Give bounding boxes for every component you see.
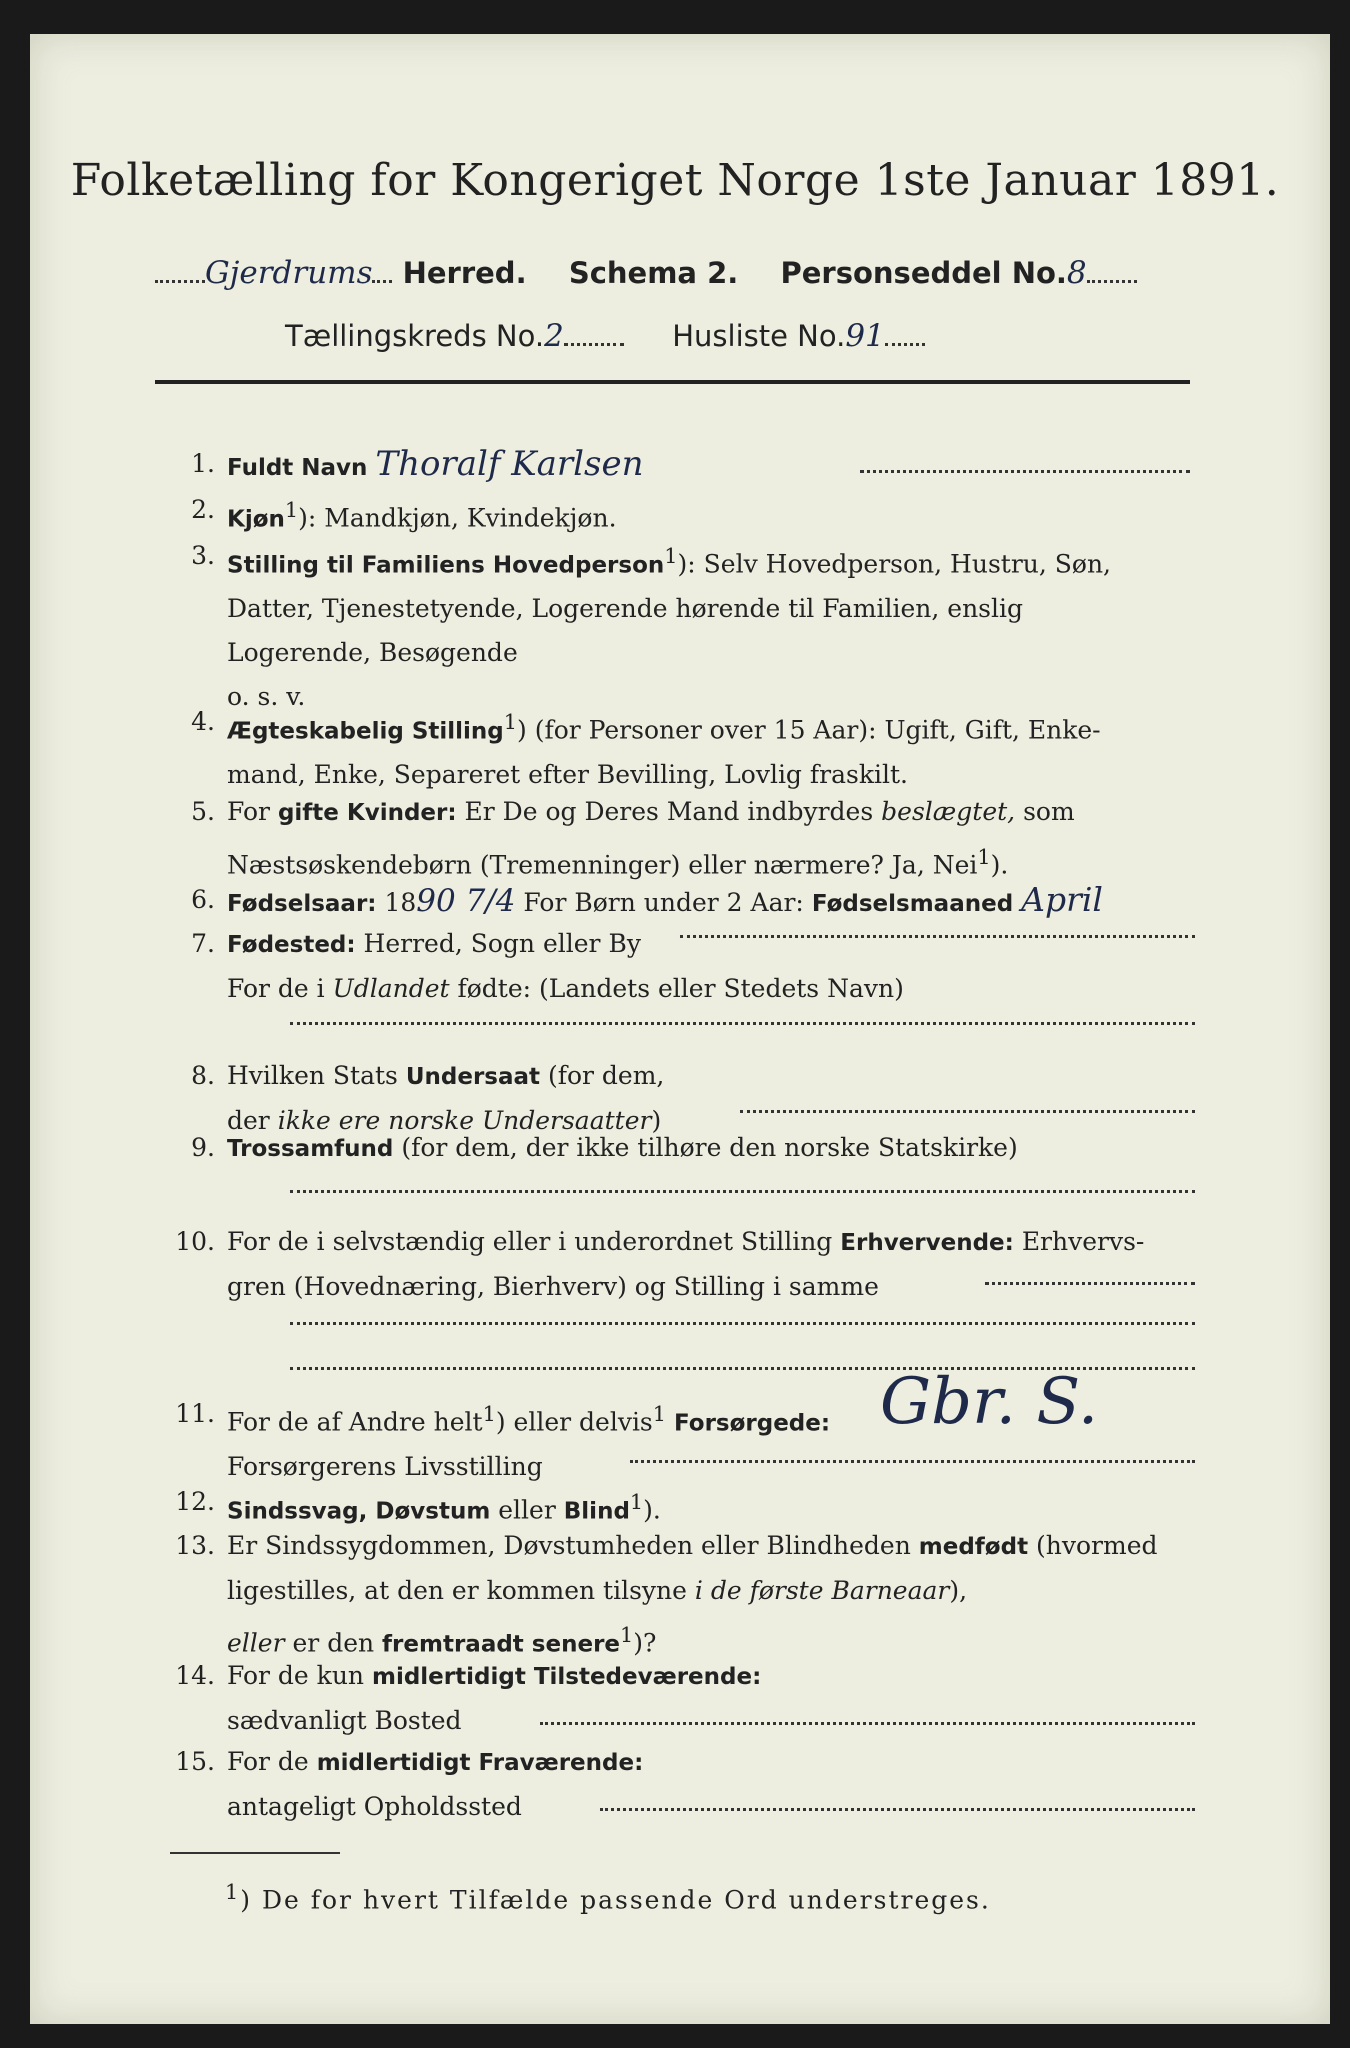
question-number: 15. bbox=[175, 1747, 215, 1776]
footnote-ref: 1 bbox=[284, 498, 299, 522]
question-text: (for dem, bbox=[547, 1061, 665, 1090]
question-text: Erhvervs- bbox=[1021, 1227, 1145, 1256]
question-text: 18 bbox=[384, 888, 417, 917]
dotted-fill-line bbox=[860, 470, 1190, 473]
question-text: (hvormed bbox=[1036, 1531, 1158, 1560]
husliste-number: 91 bbox=[845, 318, 885, 354]
dotted-fill-line bbox=[740, 1110, 1195, 1113]
footnote-ref: 1 bbox=[629, 1490, 644, 1514]
question-number: 9. bbox=[191, 1133, 215, 1162]
question-text: ): Mandkjøn, Kvindekjøn. bbox=[298, 503, 617, 533]
dotted-fill-line bbox=[680, 935, 1195, 938]
personseddel-label: Personseddel No. bbox=[780, 256, 1067, 290]
question-text: eller bbox=[227, 1628, 285, 1658]
question-text: ), bbox=[949, 1576, 968, 1605]
dotted-fill-line bbox=[600, 1808, 1195, 1811]
question-text: For bbox=[227, 797, 270, 826]
question-number: 4. bbox=[191, 707, 215, 736]
question-number: 2. bbox=[191, 495, 215, 524]
question-label: midlertidigt Tilstedeværende: bbox=[371, 1664, 762, 1690]
question-text: Logerende, Besøgende bbox=[227, 638, 518, 668]
kreds-number: 2 bbox=[544, 318, 564, 354]
herred-schema-line bbox=[155, 255, 1195, 291]
full-name-handwritten: Thoralf Karlsen bbox=[375, 444, 644, 484]
question-text: beslægtet, bbox=[881, 797, 1016, 826]
question-text: Er De og Deres Mand indbyrdes bbox=[464, 797, 874, 826]
form-title: Folketælling for Kongeriget Norge 1ste Januar 1891. bbox=[70, 155, 1280, 206]
question-text: Hvilken Stats bbox=[227, 1061, 398, 1090]
footnote-rule bbox=[170, 1852, 340, 1854]
question-text: For de kun bbox=[227, 1661, 365, 1690]
herred-name-handwritten: Gjerdrums bbox=[205, 255, 373, 291]
question-text: fødte: (Landets eller Stedets Navn) bbox=[457, 974, 904, 1003]
question-label: Forsørgede: bbox=[673, 1410, 831, 1437]
question-text: i de første Barneaar bbox=[694, 1576, 950, 1605]
schema-label: Schema 2. bbox=[568, 256, 739, 290]
question-text: ) bbox=[651, 1106, 662, 1135]
question-text: eller bbox=[498, 1495, 556, 1525]
birth-month-handwritten: April bbox=[1021, 880, 1103, 919]
question-number: 5. bbox=[191, 797, 215, 826]
birth-year-handwritten: 90 7/4 bbox=[416, 883, 516, 919]
question-label: gifte Kvinder: bbox=[277, 800, 457, 826]
question-number: 1. bbox=[191, 449, 215, 478]
husliste-label: Husliste No. bbox=[672, 319, 846, 353]
question-number: 10. bbox=[175, 1227, 215, 1256]
question-label: Erhvervende: bbox=[840, 1230, 1014, 1256]
question-text: Næstsøskendebørn (Tremenninger) eller nærmere? Ja, Nei bbox=[227, 850, 978, 880]
dotted-fill-line bbox=[540, 1722, 1195, 1725]
question-text: mand, Enke, Separeret efter Bevilling, Lovlig fraskilt. bbox=[227, 760, 908, 790]
header-rule bbox=[155, 380, 1190, 384]
question-number: 8. bbox=[191, 1061, 215, 1090]
question-text: Er Sindssygdommen, Døvstumheden eller Blindheden bbox=[227, 1531, 911, 1560]
footnote-ref: 1 bbox=[225, 1880, 241, 1904]
question-number: 11. bbox=[175, 1399, 215, 1428]
question-text: ikke ere norske Undersaatter bbox=[277, 1106, 652, 1135]
footnote-text: De for hvert Tilfælde passende Ord understreges. bbox=[261, 1885, 991, 1915]
kreds-husliste-line bbox=[285, 318, 1085, 354]
question-label: Trossamfund bbox=[227, 1136, 394, 1162]
question-text: )? bbox=[633, 1628, 657, 1658]
question-number: 14. bbox=[175, 1661, 215, 1690]
question-label: Kjøn bbox=[227, 506, 285, 533]
provider-handwritten: Gbr. S. bbox=[880, 1365, 1099, 1439]
question-text: (for dem, der ikke tilhøre den norske Statskirke) bbox=[401, 1133, 1018, 1162]
question-number: 6. bbox=[191, 885, 215, 914]
question-number: 3. bbox=[191, 541, 215, 570]
question-text: Forsørgerens Livsstilling bbox=[227, 1452, 543, 1482]
question-label: Fuldt Navn bbox=[227, 455, 368, 481]
question-label: Undersaat bbox=[405, 1064, 541, 1090]
question-text: er den bbox=[292, 1628, 375, 1658]
footnote-ref: 1 bbox=[482, 1402, 496, 1426]
dotted-fill-line bbox=[290, 1190, 1195, 1193]
question-label: Stilling til Familiens Hovedperson bbox=[227, 552, 665, 579]
question-text: ). bbox=[643, 1495, 661, 1525]
dotted-fill-line bbox=[290, 1322, 1195, 1325]
question-text: For Børn under 2 Aar: bbox=[523, 888, 804, 917]
dotted-fill-line bbox=[630, 1460, 1195, 1463]
footnote-ref: 1 bbox=[652, 1402, 667, 1426]
question-number: 12. bbox=[175, 1487, 215, 1516]
question-text: ) (for Personer over 15 Aar): Ugift, Gift, Enke- bbox=[517, 715, 1101, 745]
question-text: Herred, Sogn eller By bbox=[363, 929, 641, 958]
question-text: o. s. v. bbox=[227, 682, 306, 712]
question-text: antageligt Opholdssted bbox=[227, 1792, 522, 1821]
question-label: fremtraadt senere bbox=[382, 1631, 621, 1658]
question-text: ): Selv Hovedperson, Hustru, Søn, bbox=[677, 549, 1111, 579]
question-label: Ægteskabelig Stilling bbox=[227, 718, 504, 745]
question-label: Blind bbox=[563, 1498, 630, 1525]
dotted-fill-line bbox=[290, 1022, 1195, 1025]
footnote-ref: 1 bbox=[503, 710, 518, 734]
question-text: For de i bbox=[227, 974, 325, 1003]
question-text: ligestilles, at den er kommen tilsyne bbox=[227, 1576, 687, 1605]
question-text: gren (Hovednæring, Bierhverv) og Stilling i samme bbox=[227, 1272, 879, 1301]
question-text: For de i selvstændig eller i underordnet Stilling bbox=[227, 1227, 833, 1256]
question-text: For de af Andre helt bbox=[227, 1407, 483, 1437]
question-label: Fødselsaar: bbox=[227, 891, 377, 917]
question-label: Fødested: bbox=[227, 932, 356, 958]
question-label: Sindssvag, Døvstum bbox=[227, 1498, 491, 1525]
question-text: Datter, Tjenestetyende, Logerende hørende til Familien, enslig bbox=[227, 594, 1024, 624]
question-text: For de bbox=[227, 1747, 309, 1776]
footnote-ref: 1 bbox=[977, 845, 991, 869]
dotted-fill-line bbox=[985, 1282, 1195, 1285]
question-text: Udlandet bbox=[332, 974, 450, 1003]
question-label: midlertidigt Fraværende: bbox=[316, 1750, 644, 1776]
footnote-ref: 1 bbox=[620, 1623, 634, 1647]
question-text: som bbox=[1023, 797, 1075, 826]
question-text: der bbox=[227, 1106, 270, 1135]
kreds-label: Tællingskreds No. bbox=[285, 319, 545, 353]
question-number: 13. bbox=[175, 1531, 215, 1560]
herred-label: Herred. bbox=[402, 256, 527, 290]
question-number: 7. bbox=[191, 929, 215, 958]
personseddel-number: 8 bbox=[1066, 255, 1087, 291]
footnote: $^1$) De for hvert Tilfælde passende Ord understreges. bbox=[225, 1880, 991, 1915]
question-text: ) eller delvis bbox=[495, 1407, 653, 1437]
question-text: sædvanligt Bosted bbox=[227, 1706, 462, 1735]
footnote-ref: 1 bbox=[664, 544, 678, 568]
question-label: medfødt bbox=[918, 1534, 1029, 1560]
question-label: Fødselsmaaned bbox=[811, 891, 1014, 917]
